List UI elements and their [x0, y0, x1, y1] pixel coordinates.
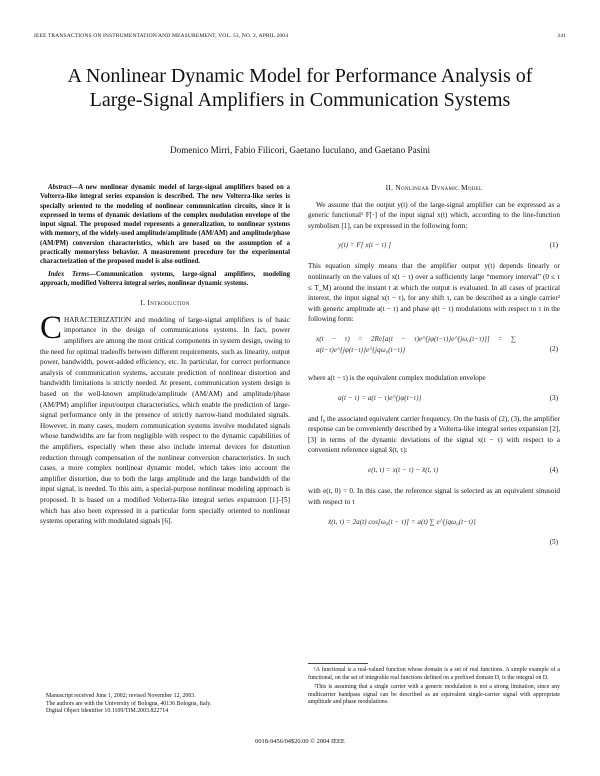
- introduction-text: HARACTERIZATION and modeling of large-signal amplifiers is of basic importance in the design of communications systems. In fact, power amplifiers are among the most critical components in system design, owing to the need for optimal tradeoffs between different requirements, such as linearity, output power, bandwidth, power-added efficiency, etc. In particular, for correct performance analysis of communication systems, accurate prediction of nonlinear distortion and bandwidth limitations is strictly needed. At present, communication system design is based on the well-known amplitude/amplitude (AM/AM) and amplitude/phase (AM/PM) amplifier input/output characteristics, which enable the prediction of large-signal performance only in the presence of strictly narrow-band modulated signals. However, in many cases, modern communication systems involve modulated signals whose bandwidths are far from negligible with respect to the dynamic capabilities of the amplifiers, especially when these also include internal devices for distortion reduction through compensation of the nonlinear conversion characteristics. In such cases, a more complex nonlinear dynamic model, which takes into account the amplifier distortion, due to both the large amplitude and the large bandwidth of the input signal, is needed. To this aim, a special-purpose nonlinear modeling approach is proposed. It is based on a modified Volterra-like integral series expansion [1]–[5] which has also been expressed in a particular form specially oriented to nonlinear systems operating with modulated signals [6].: [40, 315, 290, 526]
- equation-3: [308, 388, 560, 410]
- equation-3-body: a(t − τ) = a(t − τ)e^{jφ(t−τ)}: [338, 393, 422, 402]
- equation-2-body: x(t − τ) = 2Re[a(t − τ)e^{jφ(t−τ)}e^{jω₀(t−τ)}] = ∑ a(t−τ)e^{jφ(t−τ)}e^{jqω₀(t−τ)}: [316, 334, 516, 354]
- equation-1-body: y(t) = F[ x(t − τ) ]: [338, 241, 391, 250]
- footnote-2: ²This is assuming that a single carrier with a generic modulation is not a strong limitation, since any multicarrier bandpass signal can be described as an equivalent single-carrier signal with appropriate amplitude and phase modulations.: [308, 684, 560, 706]
- paper-title: A Nonlinear Dynamic Model for Performance Analysis of Large-Signal Amplifiers in Communication Systems: [67, 65, 533, 111]
- section-heading-model: II. Nonlinear Dynamic Model: [385, 183, 483, 192]
- model-paragraph-3: where a(t − τ) is the equivalent complex modulation envelope: [308, 373, 486, 382]
- manuscript-received: Manuscript received June 1, 2002; revised November 12, 2003.: [46, 693, 196, 699]
- index-terms-lead: Index Terms: [48, 270, 90, 278]
- footnote-rule: [308, 663, 368, 664]
- equation-3-number: (3): [549, 393, 558, 402]
- equation-4-body: e(t, τ) = x(t − τ) − x̃(t, τ): [368, 465, 439, 474]
- equation-5-number: (5): [549, 538, 558, 547]
- author-list: Domenico Mirri, Fabio Filicori, Gaetano Iuculano, and Gaetano Pasini: [170, 145, 430, 155]
- model-paragraph-4: and f₀ the associated equivalent carrier frequency. On the basis of (2), (3), the amplifier response can be conveniently described by a Volterra-like integral series expansion [2], [3] in terms of the dynamic deviations of the signal x(t − τ) with respect to a convenient reference signal x̃(t, τ):: [308, 414, 560, 455]
- index-terms: [40, 270, 290, 289]
- left-column: [40, 183, 290, 527]
- drop-cap: C: [40, 309, 63, 346]
- equation-2: [308, 329, 560, 369]
- equation-5: [308, 511, 560, 559]
- author-affiliation: The authors are with the University of Bologna, 40136 Bologna, Italy.: [46, 700, 212, 707]
- equation-2-number: (2): [549, 344, 558, 353]
- index-terms-text: —Communication systems, large-signal amplifiers, modeling approach, modified Volterra integral series, nonlinear dynamic systems.: [40, 270, 290, 287]
- equation-5-body: x̃(t, τ) = 2a(t) cos[ω₀(t − τ)] = a(t) ∑ e^{jqω₀(t−τ)}: [328, 518, 476, 527]
- abstract-text: —A new nonlinear dynamic model of large-signal amplifiers based on a Volterra-like integral series expansion is described. The new Volterra-like series is specially oriented to the modeling of nonlinear communication circuits, since it is expressed in terms of dynamic deviations of the complex modulation envelope of the input signal. The proposed model represents a generalization, to nonlinear systems with memory, of the widely-used amplitude/amplitude (AM/AM) and amplitude/phase (AM/PM) conversion characteristics, which are based on the assumption of a practically memoryless behavior. A measurement procedure for the experimental characterization of the proposed model is also outlined.: [40, 184, 290, 266]
- right-column: [308, 183, 560, 563]
- abstract-lead: Abstract: [48, 184, 72, 191]
- equation-1: [308, 235, 560, 257]
- footnotes: [308, 663, 560, 709]
- digital-object-identifier: Digital Object Identifier 10.1109/TIM.2003.822714: [46, 708, 169, 714]
- model-paragraph-2: This equation simply means that the amplifier output y(t) depends linearly or nonlinearly on the values of x(t − τ) over a sufficiently large “memory interval” (0 ≤ τ ≤ T_M) around the instant t at which the output is evaluated. In all cases of practical interest, the input signal x(t − τ), for any shift τ, can be described as a single carrier² with generic amplitude a(t − τ) and phase φ(t − τ) modulations with respect to τ in the following form:: [308, 262, 560, 324]
- abstract: [40, 183, 290, 267]
- journal-name: IEEE TRANSACTIONS ON INSTRUMENTATION AND MEASUREMENT, VOL. 53, NO. 2, APRIL 2004: [34, 33, 289, 39]
- equation-4-number: (4): [549, 465, 558, 474]
- introduction-paragraph: [40, 309, 290, 527]
- model-paragraph-1: We assume that the output y(t) of the large-signal amplifier can be expressed as a generic functional¹ F[·] of the input signal x(t) which, according to the line-function symbolism [1], can be expressed in the following form:: [308, 200, 560, 230]
- page-number: 341: [557, 33, 566, 39]
- section-heading-introduction: I. Introduction: [140, 298, 190, 308]
- running-header: [34, 33, 566, 39]
- model-paragraph-5: with e(t, 0) = 0. In this case, the reference signal is selected as an equivalent sinusoid with respect to τ: [308, 486, 560, 506]
- issn-copyright: 0018-9456/04$20.00 © 2004 IEEE: [255, 738, 345, 745]
- footnote-1: ¹A functional is a real-valued function whose domain is a set of real functions. A simple example of a functional, on the set of integrable real functions defined on a prefixed domain D, is the integral on D.: [308, 667, 560, 681]
- manuscript-footnote: [40, 693, 290, 716]
- equation-4: [308, 460, 560, 482]
- equation-1-number: (1): [549, 241, 558, 250]
